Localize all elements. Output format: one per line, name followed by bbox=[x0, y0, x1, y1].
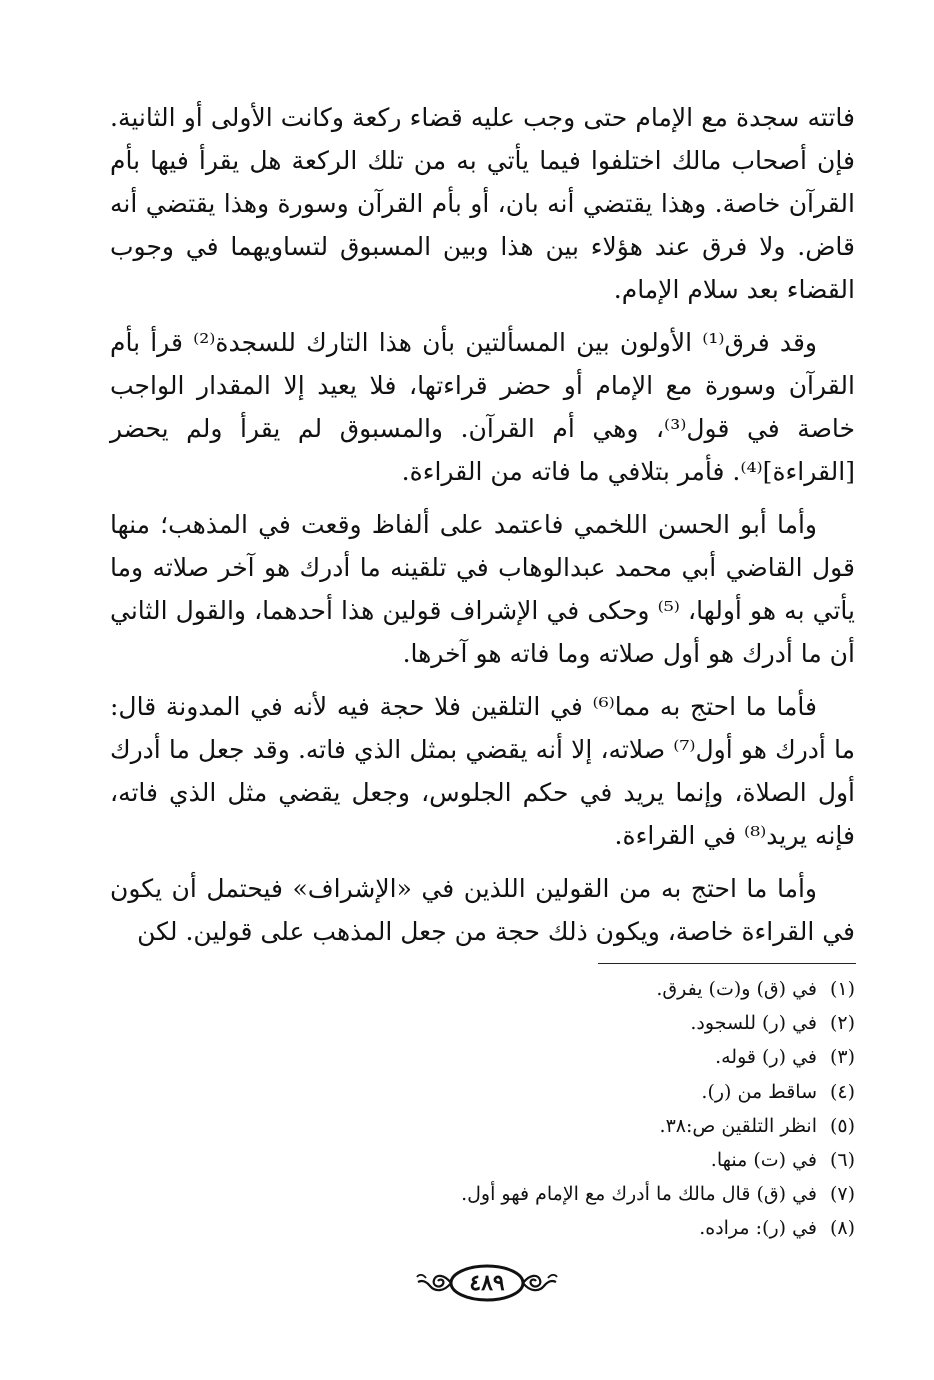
main-text bbox=[110, 96, 855, 963]
footnote-8 bbox=[110, 1211, 855, 1245]
footnotes bbox=[110, 972, 855, 1246]
footnote-text: انظر التلقين ص:٣٨. bbox=[659, 1114, 817, 1137]
footnote-text: في (ر): مراده. bbox=[699, 1217, 817, 1240]
footnote-text: في (ر) للسجود. bbox=[690, 1012, 817, 1035]
footnote-text: في (ر) قوله. bbox=[715, 1046, 817, 1069]
footnote-number: (٤) bbox=[829, 1080, 855, 1103]
paragraph-5: وأما ما احتج به من القولين اللذين في «الإشراف» فيحتمل أن يكون في القراءة خاصة، ويكون ذلك حجة من جعل المذهب على قولين. لكن bbox=[110, 874, 855, 946]
footnote-7 bbox=[110, 1177, 855, 1211]
footnote-number: (٥) bbox=[829, 1114, 855, 1137]
footnote-6 bbox=[110, 1143, 855, 1177]
paragraph-3: وأما أبو الحسن اللخمي فاعتمد على ألفاظ وقعت في المذهب؛ منها قول القاضي أبي محمد عبدالوهاب في تلقينه ما أدرك هو آخر صلاته وما يأتي به هو أولها، ⁽⁵⁾ وحكى في الإشراف قولين هذا أحدهما، والقول الثاني أن ما أدرك هو أول صلاته وما فاته هو آخرها. bbox=[110, 510, 855, 668]
paragraph-2: وقد فرق⁽¹⁾ الأولون بين المسألتين بأن هذا التارك للسجدة⁽²⁾ قرأ بأم القرآن وسورة مع الإمام أو حضر قراءتها، فلا يعيد إلا المقدار الواجب خاصة في قول⁽³⁾، وهي أم القرآن. والمسبوق لم يقرأ ولم يحضر [القراءة]⁽⁴⁾. فأمر بتلافي ما فاته من القراءة. bbox=[110, 328, 855, 486]
footnote-2 bbox=[110, 1006, 855, 1040]
footnote-number: (٨) bbox=[829, 1217, 855, 1240]
footnote-number: (٧) bbox=[829, 1183, 855, 1206]
paragraph-1: فاتته سجدة مع الإمام حتى وجب عليه قضاء ركعة وكانت الأولى أو الثانية. فإن أصحاب مالك اختلفوا فيما يأتي به من تلك الركعة هل يقرأ فيها بأم القرآن خاصة. وهذا يقتضي أنه بان، أو بأم القرآن وسورة وهذا يقتضي أنه قاض. ولا فرق عند هؤلاء بين هذا وبين المسبوق لتساويهما في وجوب القضاء بعد سلام الإمام. bbox=[110, 103, 855, 304]
footnote-text: ساقط من (ر). bbox=[701, 1080, 817, 1103]
page-number-block bbox=[412, 1258, 562, 1308]
footnote-separator bbox=[598, 963, 856, 964]
footnote-number: (٢) bbox=[829, 1012, 855, 1035]
footnote-text: في (ق) قال مالك ما أدرك مع الإمام فهو أول. bbox=[461, 1183, 817, 1206]
footnote-number: (١) bbox=[829, 978, 855, 1000]
footnote-text: في (ق) و(ت) يفرق. bbox=[656, 978, 817, 1000]
footnote-1 bbox=[110, 972, 855, 1006]
paragraph-4: فأما ما احتج به مما⁽⁶⁾ في التلقين فلا حجة فيه لأنه في المدونة قال: ما أدرك هو أول⁽⁷⁾ صلاته، إلا أنه يقضي بمثل الذي فاته. وقد جعل ما أدرك أول الصلاة، وإنما يريد في حكم الجلوس، وجعل يقضي مثل الذي فاته، فإنه يريد⁽⁸⁾ في القراءة. bbox=[110, 692, 856, 850]
footnote-4 bbox=[110, 1075, 855, 1109]
footnote-3 bbox=[110, 1040, 855, 1074]
footnote-number: (٣) bbox=[829, 1046, 855, 1069]
footnote-number: (٦) bbox=[829, 1149, 855, 1172]
footnote-5 bbox=[110, 1109, 855, 1143]
footnote-text: في (ت) منها. bbox=[710, 1149, 817, 1172]
page-number: ٤٨٩ bbox=[469, 1270, 505, 1296]
